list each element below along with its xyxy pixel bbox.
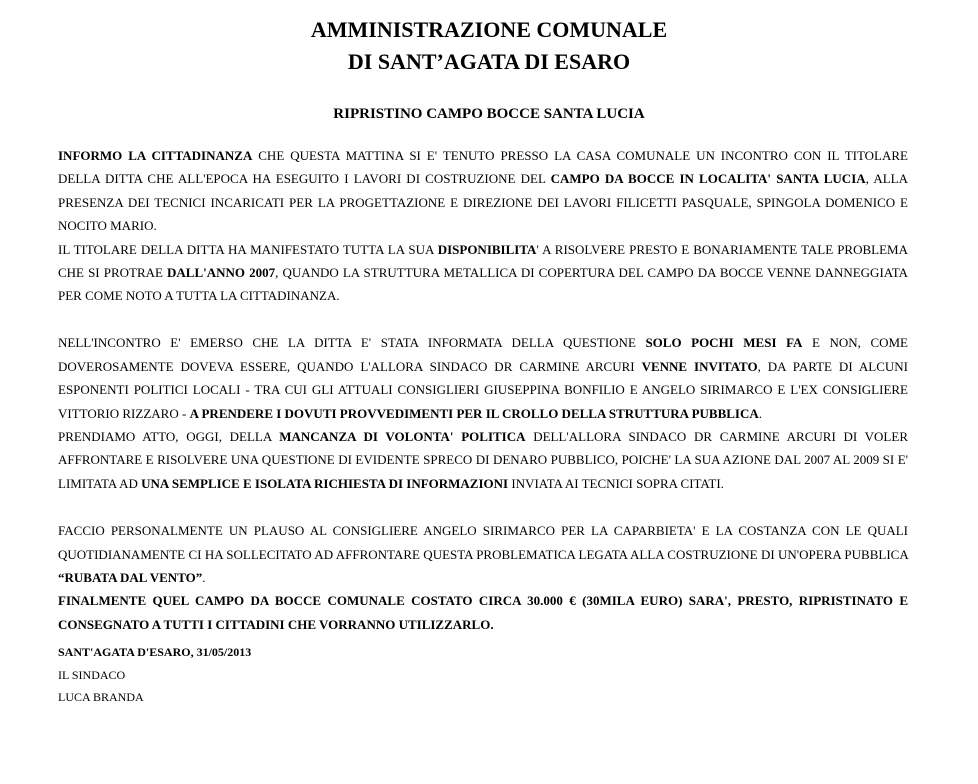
- paragraph-spacer: [58, 495, 908, 519]
- paragraph5-run: “RUBATA DAL VENTO”: [58, 570, 203, 585]
- paragraph3-run: E NON, COME DOVEROSAMENTE DOVEVA ESSERE, QUANDO L'ALLORA SINDACO DR CARMINE ARCURI: [58, 335, 908, 374]
- paragraph3-run: , DA PARTE DI ALCUNI ESPONENTI POLITICI LOCALI - TRA CUI GLI ATTUALI CONSIGLIERI GIUSEPPINA BONFILIO E ANGELO SIRIMARCO E L'EX CONSIGLIERE VITTORIO RIZZARO -: [58, 358, 908, 421]
- paragraph4-run: INVIATA AI TECNICI SOPRA CITATI.: [508, 475, 724, 491]
- paragraph2-run: , QUANDO LA STRUTTURA METALLICA DI COPERTURA DEL CAMPO DA BOCCE VENNE DANNEGGIATA PER COME NOTO A TUTTA LA CITTADINANZA.: [58, 265, 909, 304]
- paragraph4-run: PRENDIAMO ATTO, OGGI, DELLA: [58, 428, 280, 444]
- document-title: RIPRISTINO CAMPO BOCCE SANTA LUCIA: [333, 106, 645, 122]
- paragraph3-run: A PRENDERE I DOVUTI PROVVEDIMENTI PER IL CROLLO DELLA STRUTTURA PUBBLICA: [189, 405, 759, 421]
- document-header: [0, 14, 978, 78]
- paragraph6-run: FINALMENTE QUEL CAMPO DA BOCCE COMUNALE COSTATO CIRCA 30.000 € (30MILA EURO) SARA', PRESTO, RIPRISTINATO E CONSEGNATO A TUTTI I CITTADINI CHE VORRANNO UTILIZZARLO.: [58, 593, 908, 632]
- document-body: [58, 144, 908, 709]
- paragraph-6: [58, 589, 908, 636]
- paragraph2-run: DISPONIBILITA: [437, 241, 537, 257]
- paragraph1-run: , ALLA PRESENZA DEI TECNICI INCARICATI PER LA PROGETTAZIONE E DIREZIONE DEI LAVORI FILICETTI PASQUALE, SPINGOLA DOMENICO E NOCITO MARIO.: [58, 171, 908, 234]
- paragraph3-run: .: [758, 405, 763, 421]
- signature-name: LUCA BRANDA: [58, 690, 144, 705]
- paragraph1-run: CAMPO DA BOCCE IN LOCALITA' SANTA LUCIA: [550, 171, 866, 187]
- signature-block: [58, 641, 908, 709]
- paragraph2-run: DALL'ANNO 2007: [167, 265, 276, 281]
- paragraph3-run: VENNE INVITATO: [641, 358, 758, 374]
- paragraph4-run: DELL'ALLORA SINDACO DR CARMINE ARCURI DI VOLER AFFRONTARE E RISOLVERE UNA QUESTIONE DI EVIDENTE SPRECO DI DENARO PUBBLICO, POICHE' LA SUA AZIONE DAL 2007 AL 2009 SI E' LIMITATA AD: [58, 428, 908, 491]
- paragraph3-run: SOLO POCHI MESI FA: [645, 335, 803, 351]
- paragraph1-run: CHE QUESTA MATTINA SI E' TENUTO PRESSO LA CASA COMUNALE UN INCONTRO CON IL TITOLARE DELLA DITTA CHE ALL'EPOCA HA ESEGUITO I LAVORI DI COSTRUZIONE DEL: [58, 148, 908, 187]
- paragraph-1: [58, 144, 908, 238]
- paragraph-3: [58, 331, 908, 425]
- paragraph-spacer: [58, 308, 908, 332]
- paragraph1-run: INFORMO LA CITTADINANZA: [58, 148, 253, 163]
- paragraph4-run: MANCANZA DI VOLONTA' POLITICA: [279, 428, 526, 444]
- paragraph5-run: .: [202, 570, 206, 585]
- paragraph4-run: UNA SEMPLICE E ISOLATA RICHIESTA DI INFORMAZIONI: [141, 475, 509, 491]
- signature-place-date: SANT'AGATA D'ESARO, 31/05/2013: [58, 645, 252, 660]
- paragraph2-run: IL TITOLARE DELLA DITTA HA MANIFESTATO TUTTA LA SUA: [58, 241, 438, 257]
- header-line-2: DI SANT’AGATA DI ESARO: [347, 49, 631, 74]
- header-line-1: AMMINISTRAZIONE COMUNALE: [310, 17, 668, 42]
- paragraph5-run: FACCIO PERSONALMENTE UN PLAUSO AL CONSIGLIERE ANGELO SIRIMARCO PER LA CAPARBIETA' E LA COSTANZA CON LE QUALI QUOTIDIANAMENTE CI HA SOLLECITATO AD AFFRONTARE QUESTA PROBLEMATICA LEGATA ALLA COSTRUZIONE DI UN'OPERA PUBBLICA: [58, 523, 908, 562]
- paragraph2-run: ' A RISOLVERE PRESTO E BONARIAMENTE TALE PROBLEMA CHE SI PROTRAE: [58, 241, 908, 281]
- paragraph-2: [58, 238, 908, 308]
- signature-role: IL SINDACO: [58, 667, 126, 682]
- paragraph-5: [58, 519, 908, 589]
- paragraph-4: [58, 425, 908, 495]
- paragraph3-run: NELL'INCONTRO E' EMERSO CHE LA DITTA E' STATA INFORMATA DELLA QUESTIONE: [58, 335, 646, 351]
